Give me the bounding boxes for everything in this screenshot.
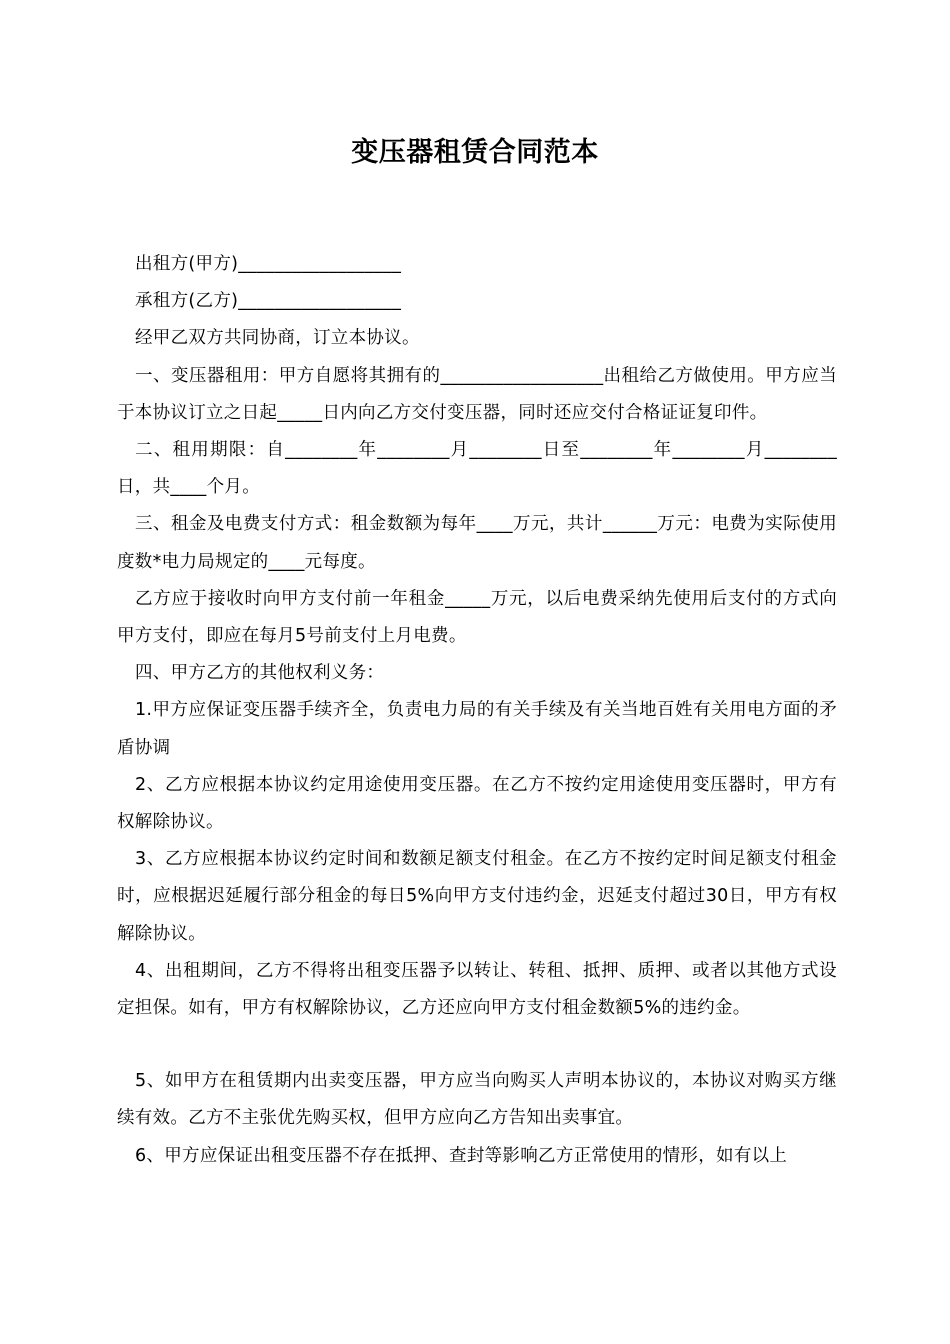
document-body xyxy=(117,246,837,1175)
item-2-paragraph: 2、乙方应根据本协议约定用途使用变压器。在乙方不按约定用途使用变压器时，甲方有权解除协议。 xyxy=(117,774,837,833)
clause-1-paragraph: 一、变压器租用：甲方自愿将其拥有的__________________出租给乙方做使用。甲方应当于本协议订立之日起_____日内向乙方交付变压器，同时还应交付合格证证复印件。 xyxy=(117,365,837,423)
item-6-paragraph: 6、甲方应保证出租变压器不存在抵押、查封等影响乙方正常使用的情形，如有以上 xyxy=(135,1145,788,1166)
clause-2-paragraph: 二、租用期限：自________年________月________日至________年________月________日，共____个月。 xyxy=(117,440,837,498)
clause-4-heading: 四、甲方乙方的其他权利义务： xyxy=(135,663,385,684)
lessor-line: 出租方(甲方)__________________ xyxy=(135,254,402,274)
item-1-paragraph: 1.甲方应保证变压器手续齐全，负责电力局的有关手续及有关当地百姓有关用电方面的矛盾协调 xyxy=(117,700,837,758)
item-4-paragraph: 4、出租期间，乙方不得将出租变压器予以转让、转租、抵押、质押、或者以其他方式设定担保。如有，甲方有权解除协议，乙方还应向甲方支付租金数额5%的违约金。 xyxy=(117,960,837,1019)
document-title: 变压器租赁合同范本 xyxy=(351,137,599,168)
clause-3-paragraph: 三、租金及电费支付方式：租金数额为每年____万元，共计______万元：电费为实际使用度数*电力局规定的____元每度。 xyxy=(117,514,837,572)
intro-paragraph: 经甲乙双方共同协商，订立本协议。 xyxy=(135,328,420,349)
clause-3-payment-paragraph: 乙方应于接收时向甲方支付前一年租金_____万元，以后电费采纳先使用后支付的方式向甲方支付，即应在每月5号前支付上月电费。 xyxy=(117,588,837,647)
item-3-paragraph: 3、乙方应根据本协议约定时间和数额足额支付租金。在乙方不按约定时间足额支付租金时，应根据迟延履行部分租金的每日5%向甲方支付违约金，迟延支付超过30日，甲方有权解除协议。 xyxy=(117,849,837,944)
paragraph-spacer xyxy=(117,1027,837,1063)
item-5-paragraph: 5、如甲方在租赁期内出卖变压器，甲方应当向购买人声明本协议的，本协议对购买方继续有效。乙方不主张优先购买权，但甲方应向乙方告知出卖事宜。 xyxy=(117,1071,837,1129)
lessee-line: 承租方(乙方)__________________ xyxy=(135,291,402,312)
